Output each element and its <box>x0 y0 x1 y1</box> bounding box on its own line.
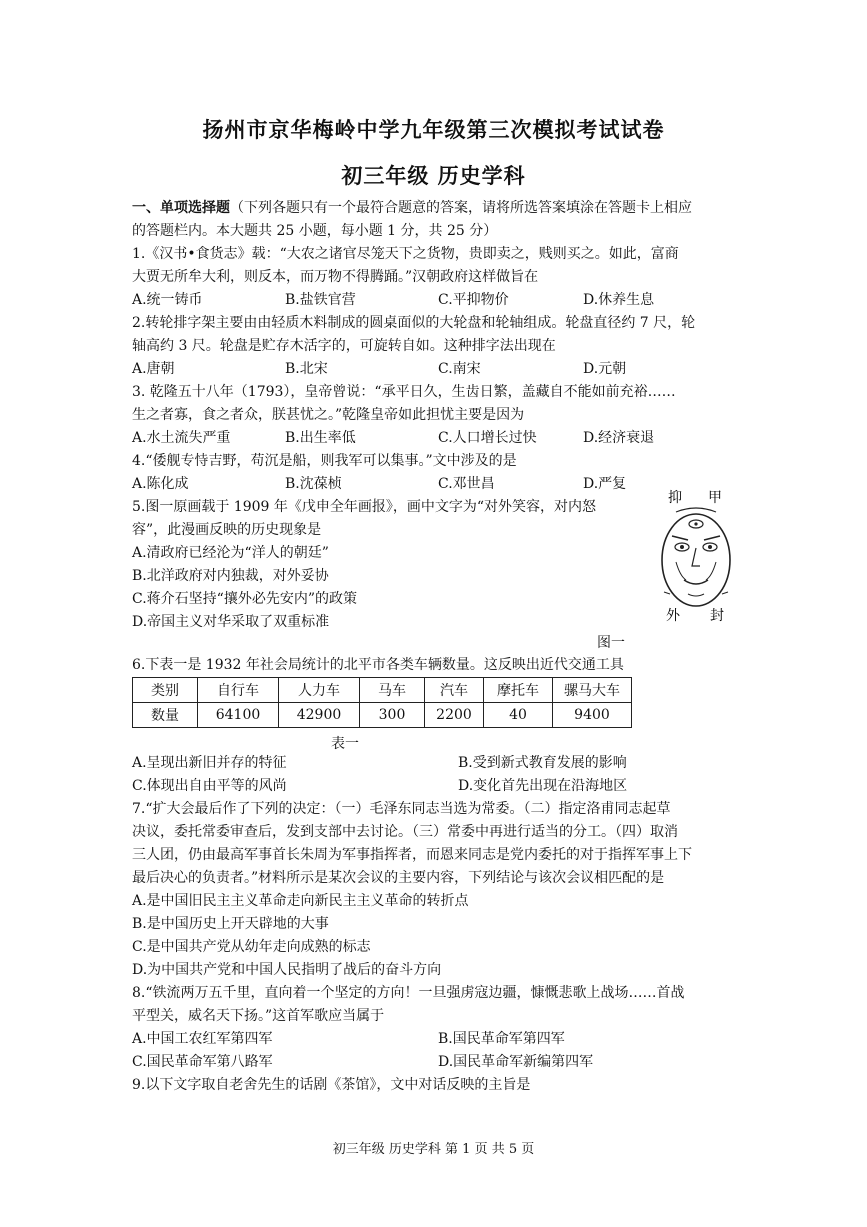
q1-option-c: C.平抑物价 <box>438 292 509 308</box>
table-header-cell: 自行车 <box>198 678 279 703</box>
q1-line-2: 大贾无所牟大利，则反本，而万物不得腾踊。”汉朝政府这样做旨在 <box>132 269 539 285</box>
q4-option-d: D.严复 <box>583 476 627 492</box>
q7-option-a: A.是中国旧民主主义革命走向新民主主义革命的转折点 <box>132 893 469 909</box>
table-cell: 300 <box>360 703 425 728</box>
figure-1-caption: 图一 <box>597 635 625 651</box>
q2-option-d: D.元朝 <box>583 361 627 377</box>
exam-subtitle: 初三年级 历史学科 <box>341 163 526 188</box>
page-footer: 初三年级 历史学科 第 1 页 共 5 页 <box>332 1142 535 1157</box>
table-header-cell: 人力车 <box>279 678 360 703</box>
q5-option-c: C.蒋介石坚持“攘外必先安内”的政策 <box>132 591 357 607</box>
q3-option-b: B.出生率低 <box>285 430 356 446</box>
q6-line-1: 6.下表一是 1932 年社会局统计的北平市各类车辆数量。这反映出近代交通工具 <box>132 657 624 673</box>
q7-option-d: D.为中国共产党和中国人民指明了战后的奋斗方向 <box>132 962 442 978</box>
q6-option-d: D.变化首先出现在沿海地区 <box>458 778 628 794</box>
q7-line-1: 7.“扩大会最后作了下列的决定：（一）毛泽东同志当选为常委。（二）指定洛甫同志起草 <box>132 801 671 817</box>
q4-line-1: 4.“倭舰专恃吉野，苟沉是船，则我军可以集事。”文中涉及的是 <box>132 453 517 469</box>
cartoon-face-illustration <box>650 484 742 624</box>
q3-option-a: A.水土流失严重 <box>132 430 231 446</box>
figure-label-bottom-right: 封 <box>710 608 724 624</box>
q8-line-2: 平型关，威名天下扬。”这首军歌应当属于 <box>132 1008 385 1024</box>
q5-line-1: 5.图一原画载于 1909 年《戊申全年画报》，画中文字为“对外笑容，对内怒 <box>132 499 597 515</box>
q8-option-c: C.国民革命军第八路军 <box>132 1054 273 1070</box>
q3-option-c: C.人口增长过快 <box>438 430 537 446</box>
figure-1-cartoon <box>650 484 742 624</box>
q2-line-2: 轴高约 3 尺。轮盘是贮存木活字的，可旋转自如。这种排字法出现在 <box>132 338 556 354</box>
q5-line-2: 容”，此漫画反映的历史现象是 <box>132 522 322 538</box>
table-header-cell: 汽车 <box>425 678 484 703</box>
table-header-cell: 马车 <box>360 678 425 703</box>
q1-line-1: 1.《汉书•食货志》载：“大农之诸官尽笼天下之货物，贵即卖之，贱则买之。如此，富商 <box>132 246 679 262</box>
figure-label-top-left: 抑 <box>668 490 682 506</box>
q7-option-c: C.是中国共产党从幼年走向成熟的标志 <box>132 939 371 955</box>
q3-option-d: D.经济衰退 <box>583 430 655 446</box>
q8-option-b: B.国民革命军第四军 <box>438 1031 565 1047</box>
table-header-cell: 摩托车 <box>484 678 553 703</box>
table-header-cell: 骡马大车 <box>553 678 632 703</box>
q3-line-1: 3. 乾隆五十八年（1793），皇帝曾说：“承平日久，生齿日繁，盖藏自不能如前充裕…… <box>132 384 676 400</box>
table-cell: 9400 <box>553 703 632 728</box>
q4-option-c: C.邓世昌 <box>438 476 495 492</box>
q3-line-2: 生之者寡，食之者众，朕甚忧之。”乾隆皇帝如此担忧主要是因为 <box>132 407 525 423</box>
q6-option-a: A.呈现出新旧并存的特征 <box>132 755 287 771</box>
table-cell: 42900 <box>279 703 360 728</box>
q2-line-1: 2.转轮排字架主要由由轻质木料制成的圆桌面似的大轮盘和轮轴组成。轮盘直径约 7 尺，轮 <box>132 315 696 331</box>
q6-option-c: C.体现出自由平等的风尚 <box>132 778 287 794</box>
q5-option-d: D.帝国主义对华采取了双重标准 <box>132 614 330 630</box>
q4-option-b: B.沈葆桢 <box>285 476 342 492</box>
section-instructions <box>132 197 692 219</box>
q7-line-4: 最后决心的负责者。”材料所示是某次会议的主要内容，下列结论与该次会议相匹配的是 <box>132 870 665 886</box>
table-1-caption: 表一 <box>331 736 359 752</box>
q7-line-3: 三人团，仍由最高军事首长朱周为军事指挥者，而恩来同志是党内委托的对于指挥军事上下 <box>132 847 692 863</box>
q8-line-1: 8.“铁流两万五千里，直向着一个坚定的方向！一旦强虏寇边疆，慷慨悲歌上战场……首战 <box>132 985 685 1001</box>
q2-option-b: B.北宋 <box>285 361 328 377</box>
instructions-line-2: 的答题栏内。本大题共 25 小题，每小题 1 分，共 25 分） <box>132 223 498 239</box>
figure-label-bottom-left: 外 <box>666 608 680 624</box>
table-cell: 2200 <box>425 703 484 728</box>
q1-option-d: D.休养生息 <box>583 292 655 308</box>
q6-option-b: B.受到新式教育发展的影响 <box>458 755 627 771</box>
exam-title: 扬州市京华梅岭中学九年级第三次模拟考试试卷 <box>202 117 665 142</box>
q2-option-a: A.唐朝 <box>132 361 175 377</box>
instructions-line-1: （下列各题只有一个最符合题意的答案，请将所选答案填涂在答题卡上相应 <box>230 200 692 216</box>
q1-option-b: B.盐铁官营 <box>285 292 356 308</box>
q4-option-a: A.陈化成 <box>132 476 189 492</box>
vehicle-count-table <box>132 677 632 728</box>
q7-option-b: B.是中国历史上开天辟地的大事 <box>132 916 329 932</box>
q1-option-a: A.统一铸币 <box>132 292 203 308</box>
q5-option-a: A.清政府已经沦为“洋人的朝廷” <box>132 545 329 561</box>
q5-option-b: B.北洋政府对内独裁，对外妥协 <box>132 568 329 584</box>
table-header-cell: 类别 <box>133 678 198 703</box>
q2-option-c: C.南宋 <box>438 361 481 377</box>
section-heading: 一、单项选择题 <box>132 200 230 216</box>
table-cell: 64100 <box>198 703 279 728</box>
table-cell: 数量 <box>133 703 198 728</box>
table-row <box>133 703 632 728</box>
figure-label-top-right: 甲 <box>708 490 722 506</box>
table-header-row <box>133 678 632 703</box>
q9-line-1: 9.以下文字取自老舍先生的话剧《茶馆》，文中对话反映的主旨是 <box>132 1077 531 1093</box>
table-cell: 40 <box>484 703 553 728</box>
q8-option-d: D.国民革命军新编第四军 <box>438 1054 594 1070</box>
q7-line-2: 决议，委托常委审查后，发到支部中去讨论。（三）常委中再进行适当的分工。（四）取消 <box>132 824 678 840</box>
q8-option-a: A.中国工农红军第四军 <box>132 1031 273 1047</box>
